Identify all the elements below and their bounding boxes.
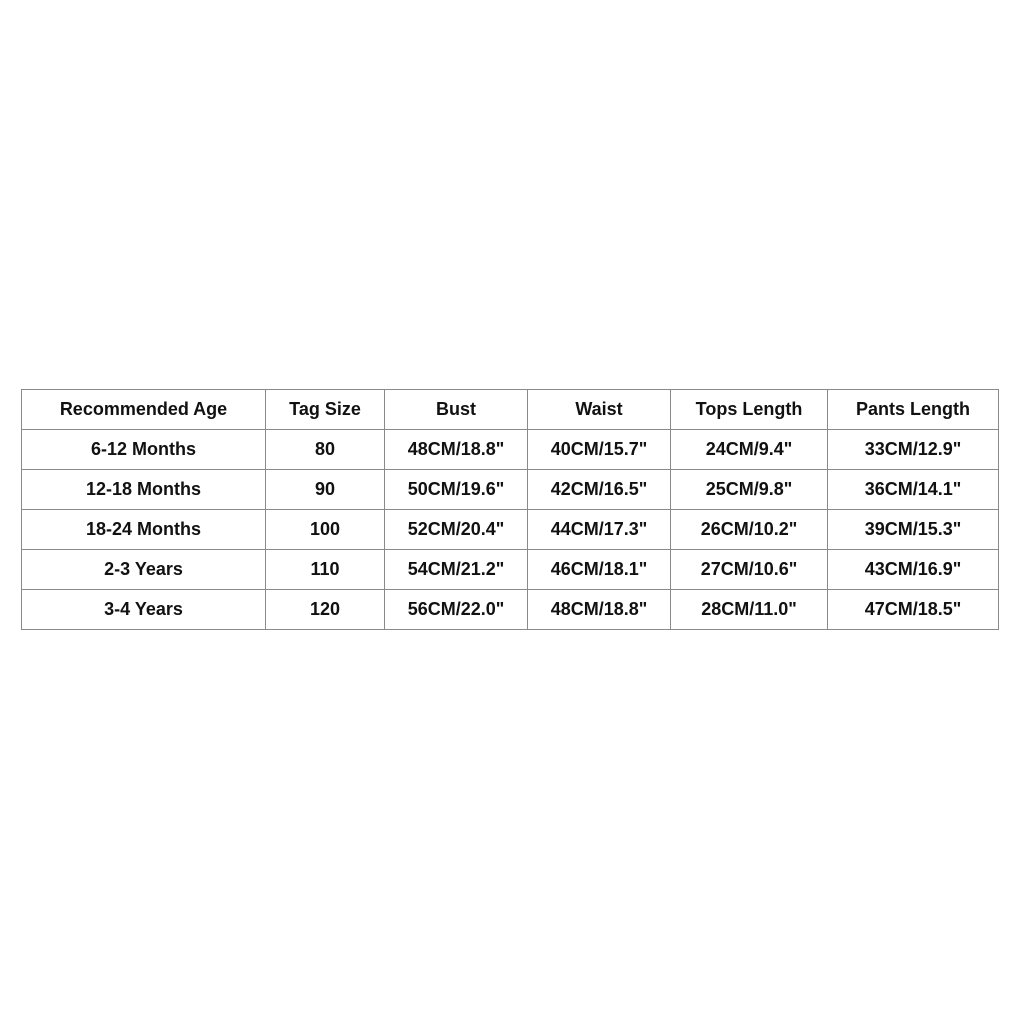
- cell-tag-size: 120: [266, 590, 385, 630]
- cell-tops-length: 26CM/10.2": [671, 510, 828, 550]
- cell-pants-length: 39CM/15.3": [828, 510, 999, 550]
- header-recommended-age: Recommended Age: [22, 390, 266, 430]
- cell-tag-size: 80: [266, 430, 385, 470]
- cell-tops-length: 24CM/9.4": [671, 430, 828, 470]
- cell-recommended-age: 6-12 Months: [22, 430, 266, 470]
- cell-tops-length: 25CM/9.8": [671, 470, 828, 510]
- cell-waist: 42CM/16.5": [528, 470, 671, 510]
- cell-pants-length: 43CM/16.9": [828, 550, 999, 590]
- header-tops-length: Tops Length: [671, 390, 828, 430]
- table-row: [22, 510, 999, 550]
- cell-recommended-age: 18-24 Months: [22, 510, 266, 550]
- cell-tops-length: 28CM/11.0": [671, 590, 828, 630]
- table-row: [22, 550, 999, 590]
- cell-bust: 48CM/18.8": [385, 430, 528, 470]
- cell-recommended-age: 3-4 Years: [22, 590, 266, 630]
- cell-bust: 56CM/22.0": [385, 590, 528, 630]
- cell-recommended-age: 2-3 Years: [22, 550, 266, 590]
- header-tag-size: Tag Size: [266, 390, 385, 430]
- table-header-row: [22, 390, 999, 430]
- cell-tag-size: 110: [266, 550, 385, 590]
- cell-tops-length: 27CM/10.6": [671, 550, 828, 590]
- cell-bust: 50CM/19.6": [385, 470, 528, 510]
- table-row: [22, 590, 999, 630]
- cell-waist: 44CM/17.3": [528, 510, 671, 550]
- size-chart-table: [21, 389, 999, 630]
- cell-waist: 40CM/15.7": [528, 430, 671, 470]
- cell-waist: 46CM/18.1": [528, 550, 671, 590]
- table-row: [22, 430, 999, 470]
- cell-bust: 52CM/20.4": [385, 510, 528, 550]
- cell-bust: 54CM/21.2": [385, 550, 528, 590]
- header-bust: Bust: [385, 390, 528, 430]
- cell-pants-length: 36CM/14.1": [828, 470, 999, 510]
- cell-tag-size: 90: [266, 470, 385, 510]
- cell-recommended-age: 12-18 Months: [22, 470, 266, 510]
- cell-tag-size: 100: [266, 510, 385, 550]
- cell-pants-length: 33CM/12.9": [828, 430, 999, 470]
- cell-pants-length: 47CM/18.5": [828, 590, 999, 630]
- header-pants-length: Pants Length: [828, 390, 999, 430]
- header-waist: Waist: [528, 390, 671, 430]
- cell-waist: 48CM/18.8": [528, 590, 671, 630]
- table-row: [22, 470, 999, 510]
